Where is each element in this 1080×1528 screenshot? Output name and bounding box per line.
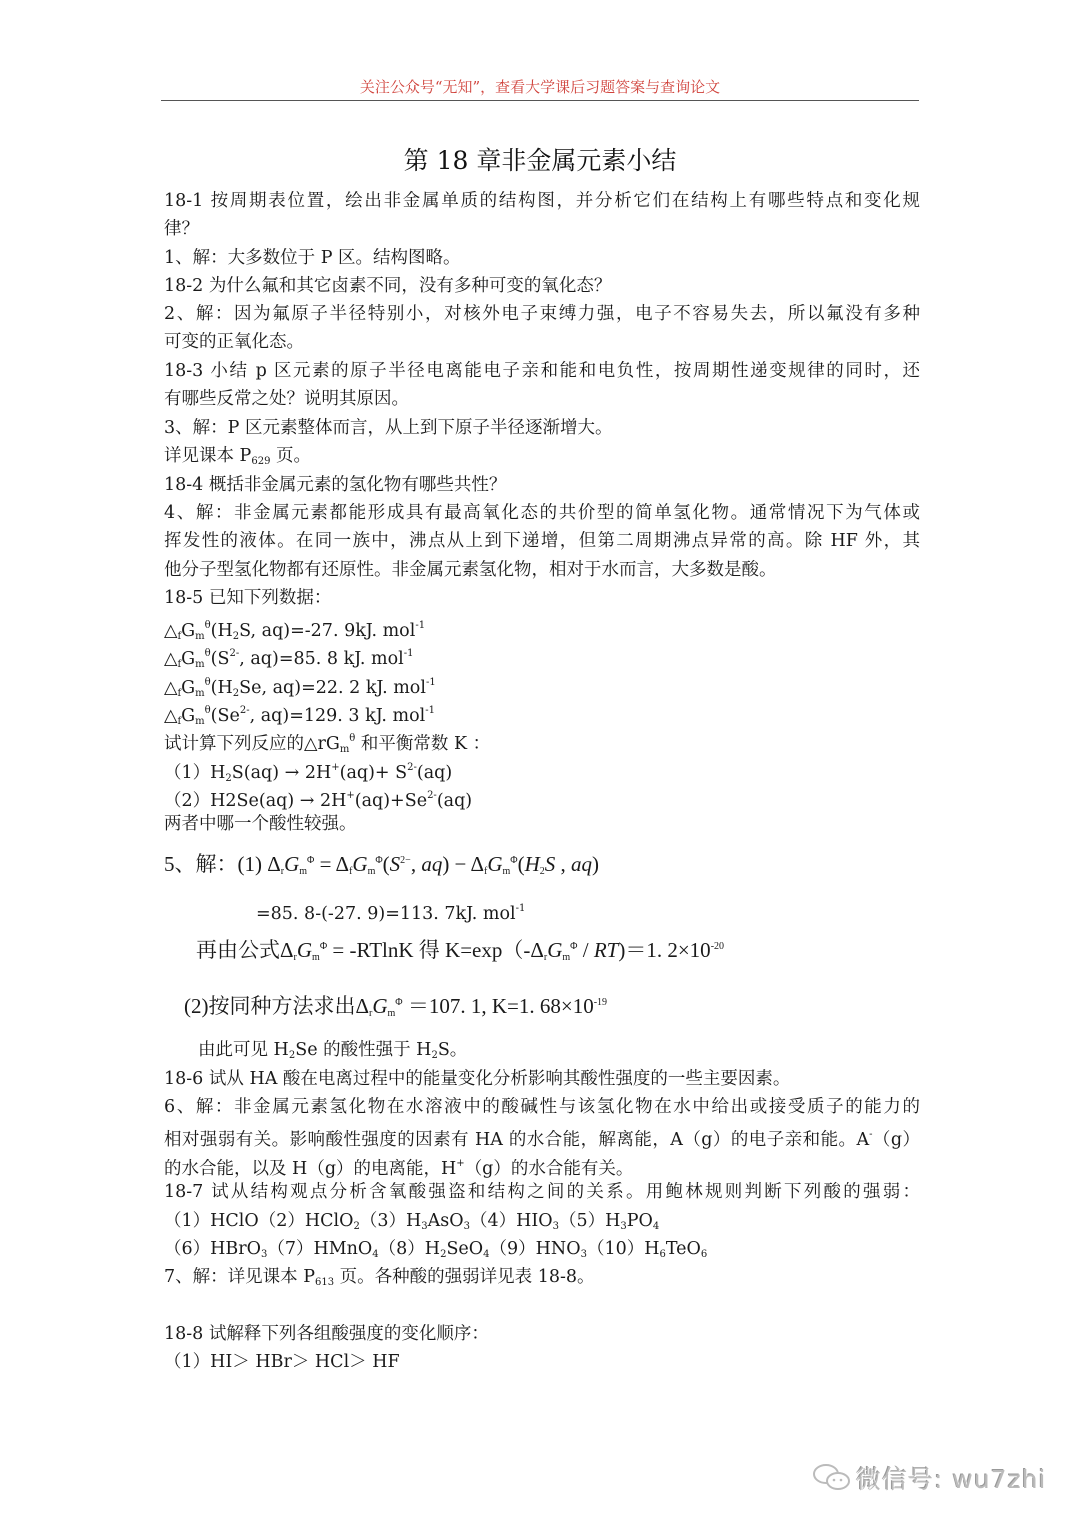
italic-symbol: aq: [421, 852, 443, 876]
text-run: 可变的正氧化态。: [164, 332, 304, 352]
italic-symbol: aq: [571, 852, 593, 876]
italic-symbol: S: [389, 852, 401, 876]
text-run: ＝107. 1, K=1. 68×10: [402, 994, 594, 1018]
superscript: θ: [204, 648, 211, 659]
subscript: 6: [700, 1249, 708, 1260]
text-run: S(aq) → 2H: [231, 763, 332, 783]
text-run: 18-2 为什么氟和其它卤素不同，没有多种可变的氧化态？: [164, 276, 612, 296]
text-run: 页。: [270, 446, 312, 466]
subscript: 3: [620, 1221, 627, 1232]
subscript: f: [349, 866, 353, 877]
text-line: [164, 1237, 707, 1267]
text-run: 有哪些反常之处？说明其原因。: [164, 389, 409, 409]
text-run: Se 的酸性强于 H: [295, 1040, 432, 1060]
italic-symbol: G: [352, 852, 368, 876]
text-run: （8）H: [378, 1239, 441, 1259]
subscript: f: [177, 631, 182, 642]
text-run: S。: [437, 1040, 468, 1060]
italic-symbol: G: [547, 938, 563, 962]
text-run: △: [164, 621, 178, 641]
text-line: [256, 897, 525, 926]
subscript: 2: [539, 866, 545, 877]
italic-symbol: G: [372, 994, 388, 1018]
superscript: -1: [415, 620, 426, 631]
subscript: m: [195, 659, 205, 670]
superscript: -1: [425, 705, 435, 716]
subscript: r: [369, 1008, 373, 1019]
text-run: 律？: [164, 219, 199, 239]
text-run: 2、解：因为氟原子半径特别小，对核外电子束缚力强，电子不容易失去，所以氟没有多种: [164, 304, 920, 324]
text-run: ): [592, 852, 600, 876]
text-line: [164, 387, 409, 411]
superscript: -1: [515, 903, 526, 914]
header-divider: [161, 100, 919, 101]
text-run: △: [164, 649, 178, 669]
superscript: 2−: [400, 855, 411, 866]
text-run: = -RTlnK 得 K=exp（-Δ: [327, 938, 544, 962]
text-run: （1）H: [164, 763, 226, 783]
text-run: )＝1. 2×10: [618, 938, 711, 962]
text-line: [196, 935, 724, 970]
subscript: m: [562, 952, 571, 963]
subscript: 2: [431, 1050, 438, 1061]
text-run: （4）HIO: [469, 1211, 553, 1231]
text-run: 再由公式Δ: [196, 938, 294, 962]
text-line: [164, 1152, 633, 1181]
text-line: [164, 473, 506, 497]
text-run: (aq)+ S: [339, 763, 408, 783]
text-run: 和平衡常数 K ：: [355, 734, 491, 754]
superscript: +: [456, 1158, 465, 1169]
subscript: 2: [225, 773, 232, 784]
text-run: =85. 8-(-27. 9)=113. 7kJ. mol: [256, 904, 516, 924]
superscript: 2-: [407, 762, 417, 773]
subscript: f: [177, 688, 182, 699]
text-run: （5）H: [559, 1211, 621, 1231]
text-run: AsO: [427, 1211, 464, 1231]
text-run: G: [181, 649, 196, 669]
text-line: [164, 217, 199, 241]
superscript: Φ: [570, 941, 578, 952]
text-run: S, aq)=-27. 9kJ. mol: [239, 621, 416, 641]
text-run: /: [577, 938, 594, 962]
text-run: (H: [210, 678, 233, 698]
text-run: 页。各种酸的强弱详见表 18-8。: [334, 1267, 595, 1287]
text-run: 18-1 按周期表位置，绘出非金属单质的结构图，并分析它们在结构上有哪些特点和变化规: [164, 191, 920, 211]
subscript: r: [293, 952, 297, 963]
text-run: （6）HBrO: [164, 1239, 261, 1259]
header-notice: 关注公众号“无知”，查看大学课后习题答案与查询论文: [359, 78, 721, 96]
superscript: -20: [710, 941, 725, 952]
text-run: （10）H: [586, 1239, 660, 1259]
text-run: 详见课本 P: [164, 446, 252, 466]
superscript: 2-: [427, 790, 437, 801]
text-run: （7）HMnO: [267, 1239, 373, 1259]
italic-symbol: G: [296, 938, 313, 962]
subscript: m: [502, 866, 511, 877]
superscript: 2-: [229, 648, 240, 659]
text-run: TeO: [665, 1239, 701, 1259]
superscript: θ: [349, 733, 356, 744]
subscript: m: [195, 716, 205, 727]
subscript: r: [543, 952, 548, 963]
italic-symbol: G: [487, 852, 503, 876]
subscript: 2: [288, 1050, 296, 1061]
superscript: -1: [403, 648, 414, 659]
text-run: 6、解：非金属元素氢化物在水溶液中的酸碱性与该氢化物在水中给出或接受质子的能力的: [164, 1097, 920, 1117]
subscript: 2: [440, 1249, 447, 1260]
superscript: θ: [204, 705, 211, 716]
text-run: G: [181, 678, 196, 698]
text-line: [164, 330, 304, 354]
text-run: 18-5 已知下列数据：: [164, 588, 332, 608]
superscript: Φ: [395, 997, 403, 1008]
text-line: [164, 586, 331, 610]
text-run: Se, aq)=22. 2 kJ. mol: [239, 678, 426, 698]
text-run: △: [164, 678, 178, 698]
text-run: (aq): [436, 791, 473, 811]
superscript: +: [331, 762, 340, 773]
subscript: m: [339, 744, 350, 755]
text-run: , aq)=85. 8 kJ. mol: [239, 649, 404, 669]
italic-symbol: RT: [593, 938, 619, 962]
text-line: [164, 1350, 400, 1374]
superscript: Φ: [319, 941, 328, 952]
text-run: SeO: [446, 1239, 484, 1259]
text-run: ,: [410, 852, 422, 876]
text-run: 5、解：(1) Δ: [164, 852, 281, 876]
page-title: 第 18 章非金属元素小结: [403, 146, 677, 175]
subscript: 2: [232, 688, 240, 699]
text-run: (aq)+Se: [354, 791, 428, 811]
text-line: [164, 274, 611, 298]
subscript: 4: [483, 1249, 490, 1260]
superscript: θ: [204, 620, 211, 631]
text-line: [164, 444, 311, 474]
text-line: [164, 1095, 920, 1119]
text-run: 相对强弱有关。影响酸性强度的因素有 HA 的水合能，解离能，A（g）的电子亲和能。A: [164, 1130, 870, 1150]
text-line: [164, 529, 920, 553]
text-run: (2)按同种方法求出Δ: [184, 994, 369, 1018]
superscript: Φ: [510, 855, 518, 866]
text-run: （9）HNO: [489, 1239, 581, 1259]
text-run: (: [517, 852, 525, 876]
text-run: 18-7 试从结构观点分析含氧酸强盗和结构之间的关系。用鲍林规则判断下列酸的强弱：: [164, 1182, 920, 1202]
text-run: ) − Δ: [442, 852, 484, 876]
text-run: （g）: [872, 1130, 920, 1150]
subscript: 2: [232, 631, 240, 642]
text-line: [164, 1123, 920, 1152]
subscript: r: [280, 866, 285, 877]
text-run: PO: [626, 1211, 653, 1231]
text-run: = Δ: [314, 852, 350, 876]
superscript: Φ: [375, 855, 383, 866]
text-line: [164, 784, 472, 813]
subscript: m: [312, 952, 320, 963]
text-run: (H: [210, 621, 233, 641]
text-line: [198, 1038, 467, 1068]
text-run: （1）HClO（2）HClO: [164, 1211, 354, 1231]
subscript: 3: [421, 1221, 428, 1232]
text-run: , aq)=129. 3 kJ. mol: [249, 706, 426, 726]
text-line: [164, 1265, 595, 1295]
text-line: [164, 849, 599, 884]
superscript: -1: [425, 677, 436, 688]
text-line: [164, 416, 612, 440]
text-line: [164, 246, 461, 270]
text-run: 18-6 试从 HA 酸在电离过程中的能量变化分析影响其酸性强度的一些主要因素。: [164, 1069, 791, 1089]
text-line: [164, 1180, 920, 1204]
text-line: [164, 359, 920, 383]
text-run: (aq): [416, 763, 453, 783]
text-run: 由此可见 H: [198, 1040, 289, 1060]
subscript: 4: [372, 1249, 379, 1260]
subscript: 4: [652, 1221, 660, 1232]
italic-symbol: G: [284, 852, 300, 876]
subscript: 3: [552, 1221, 559, 1232]
watermark-text: 微信号: wu7zhi: [856, 1465, 1047, 1494]
text-run: 两者中哪一个酸性较强。: [164, 814, 357, 834]
text-line: [164, 1322, 489, 1346]
text-run: 18-4 概括非金属元素的氢化物有哪些共性？: [164, 475, 507, 495]
text-run: (S: [210, 649, 230, 669]
text-run: 1、解：大多数位于 P 区。结构图略。: [164, 248, 461, 268]
subscript: m: [195, 688, 205, 699]
text-run: ,: [555, 852, 572, 876]
subscript: 3: [463, 1221, 470, 1232]
text-line: [164, 812, 357, 836]
subscript: m: [387, 1008, 396, 1019]
subscript: 6: [659, 1249, 666, 1260]
text-line: [164, 1209, 659, 1239]
text-line: [164, 1067, 790, 1091]
text-line: [164, 302, 920, 326]
subscript: 629: [251, 456, 271, 467]
superscript: -19: [593, 997, 608, 1008]
subscript: 2: [353, 1221, 360, 1232]
text-run: （g）的水合能有关。: [464, 1159, 634, 1179]
text-run: 挥发性的液体。在同一族中，沸点从上到下递增，但第二周期沸点异常的高。除 HF 外，其: [164, 531, 920, 551]
text-run: 他分子型氢化物都有还原性。非金属元素氢化物，相对于水而言，大多数是酸。: [164, 560, 777, 580]
text-run: G: [181, 706, 196, 726]
text-line: [164, 189, 920, 213]
text-line: [184, 991, 607, 1026]
text-run: 试计算下列反应的△rG: [164, 734, 340, 754]
text-run: (: [382, 852, 390, 876]
subscript: 3: [260, 1249, 268, 1260]
text-run: （2）H2Se(aq) → 2H: [164, 791, 347, 811]
superscript: θ: [204, 677, 211, 688]
text-run: △: [164, 706, 178, 726]
italic-symbol: S: [544, 852, 556, 876]
text-line: [164, 501, 920, 525]
subscript: m: [367, 866, 376, 877]
text-run: 18-3 小结 p 区元素的原子半径电离能电子亲和能和电负性，按周期性递变规律的同时，还: [164, 361, 920, 381]
superscript: 2-: [239, 705, 250, 716]
text-run: (Se: [210, 706, 240, 726]
superscript: -: [869, 1129, 873, 1140]
subscript: 3: [580, 1249, 587, 1260]
text-run: 7、解：详见课本 P: [164, 1267, 315, 1287]
subscript: f: [484, 866, 488, 877]
subscript: 613: [314, 1277, 335, 1288]
wechat-icon: [812, 1462, 852, 1500]
watermark: [812, 1460, 1046, 1500]
text-run: 3、解：P 区元素整体而言，从上到下原子半径逐渐增大。: [164, 418, 613, 438]
subscript: f: [177, 659, 182, 670]
subscript: m: [299, 866, 308, 877]
italic-symbol: H: [524, 852, 540, 876]
text-run: （1）HI＞ HBr＞ HCl＞ HF: [164, 1352, 400, 1372]
text-run: 的水合能，以及 H（g）的电离能，H: [164, 1159, 457, 1179]
text-run: 18-8 试解释下列各组酸强度的变化顺序：: [164, 1324, 489, 1344]
subscript: m: [195, 631, 205, 642]
superscript: +: [346, 790, 355, 801]
text-run: （3）H: [359, 1211, 422, 1231]
text-run: 4、解：非金属元素都能形成具有最高氧化态的共价型的简单氢化物。通常情况下为气体或: [164, 503, 920, 523]
text-line: [164, 558, 777, 582]
superscript: Φ: [307, 855, 315, 866]
text-run: G: [181, 621, 196, 641]
subscript: f: [177, 716, 182, 727]
